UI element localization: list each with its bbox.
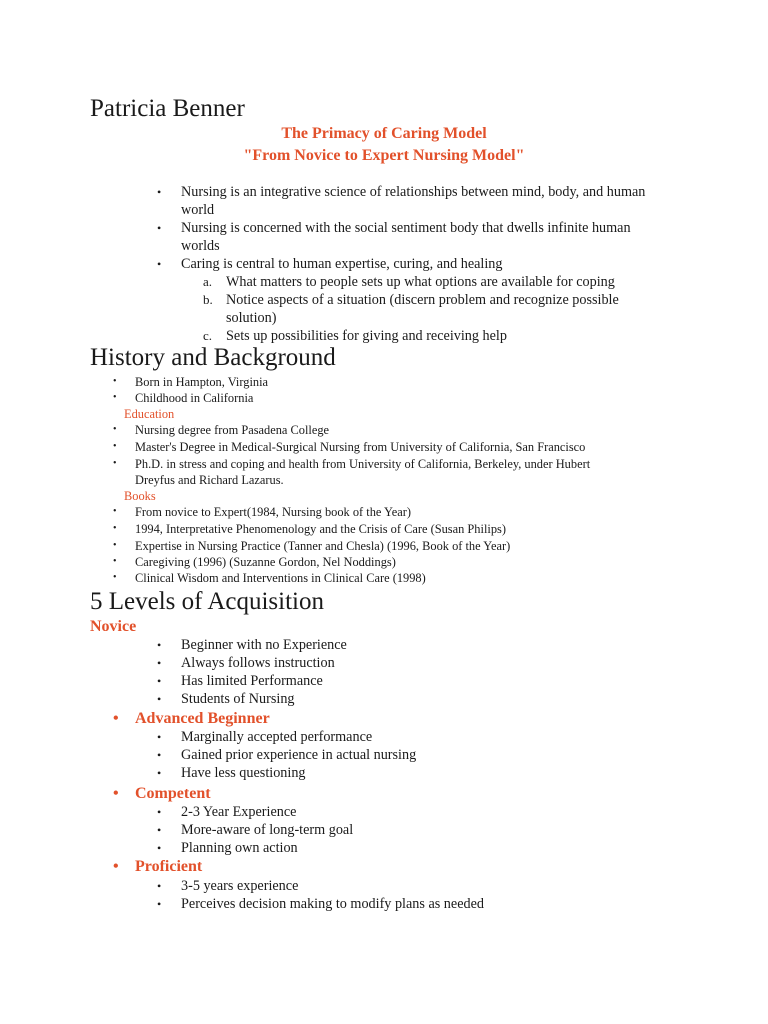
level-advanced-label: Advanced Beginner — [135, 710, 270, 727]
bullet-icon: • — [113, 785, 119, 802]
bullet-icon: • — [157, 805, 162, 819]
bullet-icon: • — [113, 392, 117, 403]
list-item: Planning own action — [181, 840, 298, 856]
bullet-icon: • — [157, 674, 162, 688]
model-subtitle: "From Novice to Expert Nursing Model" — [243, 147, 525, 164]
list-item: 1994, Interpretative Phenomenology and the Crisis of Care (Susan Philips) — [135, 522, 506, 536]
list-item: Ph.D. in stress and coping and health from University of California, Berkeley, under Hubert — [135, 457, 591, 471]
bullet-icon: • — [157, 656, 162, 670]
education-label: Education — [124, 407, 175, 421]
list-item: Marginally accepted performance — [181, 729, 373, 745]
bullet-icon: • — [157, 221, 162, 235]
bullet-icon: • — [157, 730, 162, 744]
list-item-continued: world — [181, 202, 215, 218]
list-item: Nursing is concerned with the social sentiment body that dwells infinite human — [181, 220, 631, 236]
sub-item-continued: solution) — [226, 310, 277, 326]
bullet-icon: • — [113, 424, 117, 435]
list-item: Perceives decision making to modify plans as needed — [181, 896, 484, 912]
bullet-icon: • — [157, 766, 162, 780]
list-item: Caregiving (1996) (Suzanne Gordon, Nel Noddings) — [135, 555, 396, 569]
list-item: Gained prior experience in actual nursing — [181, 747, 417, 763]
bullet-icon: • — [113, 572, 117, 583]
list-item: Caring is central to human expertise, curing, and healing — [181, 256, 503, 272]
model-title: The Primacy of Caring Model — [281, 125, 487, 142]
levels-heading: 5 Levels of Acquisition — [90, 588, 324, 615]
bullet-icon: • — [157, 185, 162, 199]
bullet-icon: • — [113, 710, 119, 727]
bullet-icon: • — [113, 506, 117, 517]
bullet-icon: • — [157, 748, 162, 762]
bullet-icon: • — [113, 458, 117, 469]
sub-item: Notice aspects of a situation (discern problem and recognize possible — [226, 292, 619, 308]
bullet-icon: • — [157, 879, 162, 893]
bullet-icon: • — [157, 638, 162, 652]
list-item: Students of Nursing — [181, 691, 295, 707]
list-item: 2-3 Year Experience — [181, 804, 297, 820]
bullet-icon: • — [113, 376, 117, 387]
list-item: Master's Degree in Medical-Surgical Nursing from University of California, San Francisco — [135, 440, 586, 454]
list-item: More-aware of long-term goal — [181, 822, 354, 838]
history-heading: History and Background — [90, 344, 336, 371]
bullet-icon: • — [157, 257, 162, 271]
bullet-icon: • — [157, 841, 162, 855]
list-item: Born in Hampton, Virginia — [135, 375, 269, 389]
level-novice-label: Novice — [90, 618, 137, 635]
bullet-icon: • — [113, 556, 117, 567]
sub-item-letter: a. — [203, 274, 213, 289]
level-competent-label: Competent — [135, 785, 211, 802]
bullet-icon: • — [157, 692, 162, 706]
sub-item-letter: b. — [203, 292, 213, 307]
list-item: Nursing is an integrative science of relationships between mind, body, and human — [181, 184, 646, 200]
list-item-continued: Dreyfus and Richard Lazarus. — [135, 473, 284, 487]
sub-item-letter: c. — [203, 328, 213, 343]
list-item: From novice to Expert(1984, Nursing book of the Year) — [135, 505, 411, 519]
list-item: Nursing degree from Pasadena College — [135, 423, 330, 437]
books-label: Books — [124, 489, 156, 503]
list-item: 3-5 years experience — [181, 878, 299, 894]
bullet-icon: • — [157, 823, 162, 837]
list-item: Childhood in California — [135, 391, 254, 405]
sub-item: Sets up possibilities for giving and receiving help — [226, 328, 507, 344]
bullet-icon: • — [113, 523, 117, 534]
list-item-continued: worlds — [181, 238, 220, 254]
list-item: Expertise in Nursing Practice (Tanner and Chesla) (1996, Book of the Year) — [135, 539, 511, 553]
page-title: Patricia Benner — [90, 95, 245, 122]
list-item: Always follows instruction — [181, 655, 335, 671]
level-proficient-label: Proficient — [135, 858, 203, 875]
list-item: Have less questioning — [181, 765, 306, 781]
bullet-icon: • — [157, 897, 162, 911]
bullet-icon: • — [113, 540, 117, 551]
bullet-icon: • — [113, 441, 117, 452]
list-item: Clinical Wisdom and Interventions in Clinical Care (1998) — [135, 571, 426, 585]
sub-item: What matters to people sets up what options are available for coping — [226, 274, 615, 290]
bullet-icon: • — [113, 858, 119, 875]
list-item: Beginner with no Experience — [181, 637, 347, 653]
list-item: Has limited Performance — [181, 673, 323, 689]
